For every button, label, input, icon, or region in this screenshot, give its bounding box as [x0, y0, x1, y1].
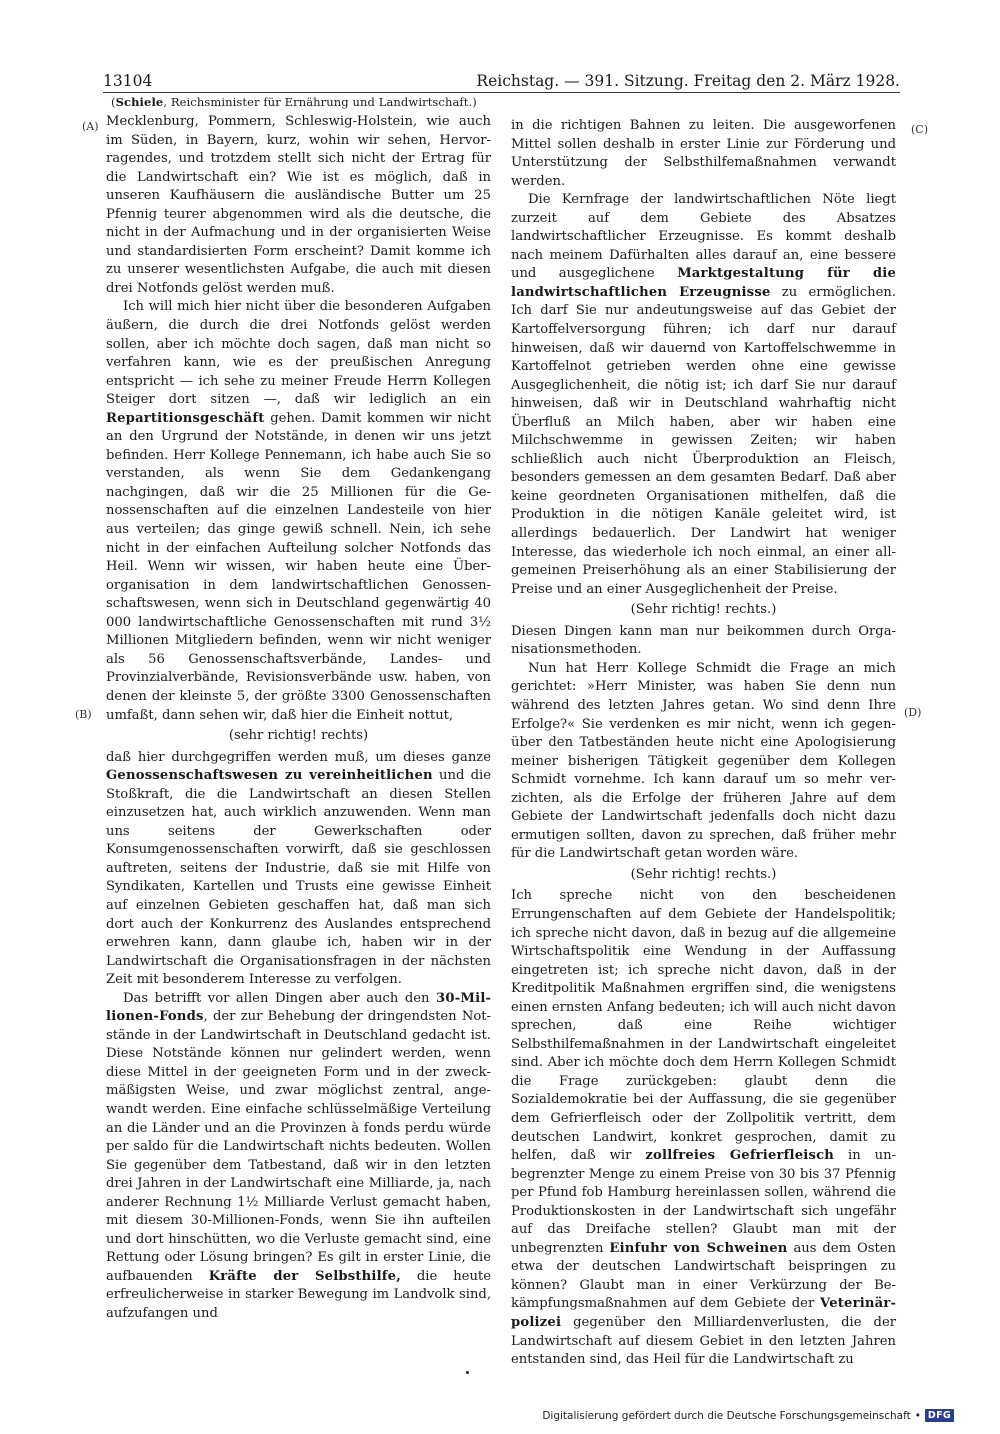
- paragraph: Ich will mich hier nicht über die besonderen Aufgaben äußern, die durch die drei Notfonds gelöst werden sollen, aber ich möchte doch sagen, daß man nicht so verfahren kann, wie es der preußischen Anregung entspricht — ich sehe zu meiner Freude Herrn Kollegen Steiger dort sitzen —, daß wir lediglich an ein Repartitionsgeschäft gehen. Damit kommen wir nicht an den Urgrund der Notstände, in denen wir uns jetzt befinden. Herr Kollege Pennemann, ich habe auch Sie so verstanden, als wenn Sie dem Gedankengang nachgingen, daß wir die 25 Millionen für die Genossenschaften auf die einzelnen Landesteile von hier aus verteilen; das ginge gewiß schnell. Nein, ich sehe nicht in der einfachen Aufteilung solcher Notfonds das Heil. Wenn wir wissen, wir haben heute eine Überorganisation in dem landwirtschaftlichen Genossenschaftswesen, wenn sich in Deutschland gegenwärtig 40 000 landwirtschaftliche Genossenschaften mit rund 3½ Millionen Mitgliedern befinden, wenn wir nicht weniger als 56 Genossenschaftsverbände, Landes- und Provinzialverbände, Revisionsverbände usw. haben, von denen der kleinste 5, der größte 3300 Genossenschaften umfaßt, dann sehen wir, daß hier die Einheit nottut,: [106, 299, 491, 723]
- paragraph: Das betrifft vor allen Dingen aber auch den 30-Millionen-Fonds, der zur Behebung der dringendsten Notstände in der Landwirtschaft in Deutschland gedacht ist. Diese Notstände können nur gelindert werden, wenn diese Mittel in der geeigneten Form und in der zweckmäßigsten Weise, und zwar möglichst zentral, angewandt werden. Eine einfache schlüsselmäßige Verteilung an die Länder und an die Provinzen à fonds perdu würde per saldo für die Landwirtschaft nichts bedeuten. Wollen Sie gegenüber dem Tatbestand, daß wir in den letzten drei Jahren in der Landwirtschaft eine Milliarde, ja, nach anderer Rechnung 1½ Milliarde Verlust gemacht haben, mit diesem 30-Millionen-Fonds, wenn Sie ihn aufteilen und dort hinschütten, wo die Verluste gemacht sind, eine Rettung oder Lösung bringen? Es gilt in erster Linie, die aufbauenden Kräfte der Selbsthilfe, die heute erfreulicherweise in starker Bewegung im Landvolk sind, aufzufangen und: [106, 990, 491, 1321]
- paragraph: Die Kernfrage der landwirtschaftlichen Nöte liegt zurzeit auf dem Gebiete des Absatzes landwirtschaftlicher Erzeugnisse. Es kommt deshalb nach meinem Dafürhalten alles darauf an, eine bessere und ausgeglichene Marktgestaltung für die landwirtschaftlichen Erzeugnisse zu ermöglichen. Ich darf Sie nur andeutungsweise auf das Gebiet der Kartoffelversorgung führen; ich darf nur darauf hinweisen, daß wir dauernd von Kartoffelschwemme in Kartoffelnot getrieben werden ohne eine gewisse Ausgeglichenheit, die nötig ist; ich darf Sie nur darauf hinweisen, daß wir in Deutschland wahrhaftig nicht Überfluß an Milch haben, aber wir haben eine Milchschwemme in gewissen Zeiten; wir haben schließlich auch nicht Überproduktion an Fleisch, besonders gemessen an dem gesamten Bedarf. Daß aber keine geordneten Organisationen mithelfen, daß die Produktion in die nötigen Kanäle geleitet wird, ist allerdings bedauerlich. Der Landwirt hat weniger Interesse, das wiederhole ich noch einmal, an einer allgemeinen Preiserhöhung als an einer Stabilisierung der Preise und an einer Ausgeglichenheit der Preise.: [511, 192, 897, 597]
- speaker-role: , Reichsminister für Ernährung und Landwirtschaft.): [163, 95, 477, 109]
- paragraph: Ich spreche nicht von den bescheidenen Errungenschaften auf dem Gebiete der Handelspolitik; ich spreche nicht davon, daß in bezug auf die allgemeine Wirtschaftspolitik eine Wendung in der Auffassung eingetreten ist; ich spreche nicht davon, daß in der Kreditpolitik Maßnahmen ergriffen sind, die wenigstens einen ernsten Anfang bedeuten; ich will auch nicht davon sprechen, daß eine Reihe wichtiger Selbsthilfemaßnahmen in der Landwirtschaft eingeleitet sind. Aber ich möchte doch dem Herrn Kollegen Schmidt die Frage zurückgeben: glaubt denn die Sozialdemokratie bei der Auffassung, die sie gegenüber dem Gefrierfleisch oder der Zollpolitik vertritt, dem deutschen Landwirt, konkret gesprochen, damit zu helfen, daß wir zollfreies Gefrierfleisch in unbegrenzter Menge zu einem Preise von 30 bis 37 Pfennig per Pfund fob Hamburg hereinlassen sollen, während die Produktionskosten in der Landwirtschaft sich ungefähr auf das Dreifache stellen? Glaubt man mit der unbegrenzten Einfuhr von Schweinen aus dem Osten etwa der deutschen Landwirtschaft beispringen zu können? Glaubt man in einer Verkürzung der Bekämpfungsmaßnahmen auf dem Gebiete der Veterinärpolizei gegenüber den Milliardenverlusten, die der Landwirtschaft auf diesem Gebiet in den letzten Jahren entstanden sind, das Heil für die Landwirtschaft zu: [511, 888, 897, 1368]
- paragraph: Mecklenburg, Pommern, Schleswig-Holstein, wie auch im Süden, in Bayern, kurz, wohin wir sehen, Hervorragendes, und trotzdem stellt sich nicht der Ertrag für die Landwirtschaft ein? Wie ist es möglich, daß in unseren Kaufhäusern die ausländische Butter um 25 Pfennig teurer abgenommen wird als die deutsche, die nicht in der Aufmachung und in der organisierten Weise und standardisierten Form erscheint? Damit komme ich zu unserer wesentlichsten Aufgabe, die auch mit diesen drei Notfonds gelöst werden muß.: [106, 114, 491, 296]
- paragraph: Diesen Dingen kann man nur beikommen durch Organisationsmethoden.: [511, 623, 896, 658]
- paragraph: daß hier durchgegriffen werden muß, um dieses ganze Genossenschaftswesen zu vereinheitlichen und die Stoßkraft, die die Landwirtschaft an diesen Stellen einzusetzen hat, auch wirklich anzuwenden. Wenn man uns seitens der Gewerkschaften oder Konsumgenossenschaften vorwirft, daß sie geschlossen auftreten, seitens der Industrie, daß sie mit Hilfe von Syndikaten, Kartellen und Trusts eine gewisse Einheit auf einzelnen Gebieten geschaffen hat, daß man sich dort auch der Konkurrenz des Auslandes entsprechend erwehren kann, dann glaube ich, haben wir in der Landwirtschaft die Organisationsfragen in der nächsten Zeit mit besonderem Interesse zu verfolgen.: [106, 749, 491, 988]
- page-header: [103, 64, 900, 90]
- header-rule: [103, 92, 900, 93]
- interjection: (Sehr richtig! rechts.): [630, 866, 777, 882]
- running-title: Reichstag. — 391. Sitzung. Freitag den 2. März 1928.: [476, 72, 900, 90]
- page-number: 13104: [103, 72, 153, 90]
- interjection: (Sehr richtig! rechts.): [630, 602, 777, 618]
- paragraph: in die richtigen Bahnen zu leiten. Die ausgeworfenen Mittel sollen deshalb in erster Linie zur Förderung und Unterstützung der Selbsthilfemaßnahmen verwandt werden.: [511, 118, 896, 189]
- credit-separator: •: [914, 1409, 921, 1422]
- speaker-line: (Schiele, Reichsminister für Ernährung und Landwirtschaft.): [111, 95, 477, 109]
- credit-text: Digitalisierung gefördert durch die Deutsche Forschungsgemeinschaft: [542, 1409, 911, 1422]
- page-dot: [466, 1371, 469, 1374]
- digitization-credit: [542, 1409, 954, 1422]
- interjection: (sehr richtig! rechts): [228, 728, 369, 744]
- margin-mark-d: (D): [904, 706, 922, 719]
- margin-mark-c: (C): [911, 123, 928, 136]
- margin-mark-a: (A): [82, 120, 99, 133]
- dfg-logo: DFG: [925, 1409, 954, 1422]
- speaker-name: Schiele: [115, 95, 164, 109]
- left-column: [106, 113, 491, 1324]
- right-column: [511, 117, 896, 1370]
- paragraph: Nun hat Herr Kollege Schmidt die Frage an mich gerichtet: »Herr Minister, was haben Sie denn nun während des letzten Jahres getan. Wo sind denn Ihre Erfolge?« Sie verdenken es mir nicht, wenn ich gegenüber den Tatbeständen heute nicht eine Apologisierung meiner bisherigen Tätigkeit gegenüber dem Kollegen Schmidt vornehme. Ich kann darauf um so mehr verzichten, als die Erfolge der früheren Jahre auf dem Gebiete der Landwirtschaft jedenfalls doch nicht dazu ermutigen sollten, davon zu sprechen, daß früher mehr für die Landwirtschaft getan worden wäre.: [511, 660, 896, 862]
- margin-mark-b: (B): [75, 708, 92, 721]
